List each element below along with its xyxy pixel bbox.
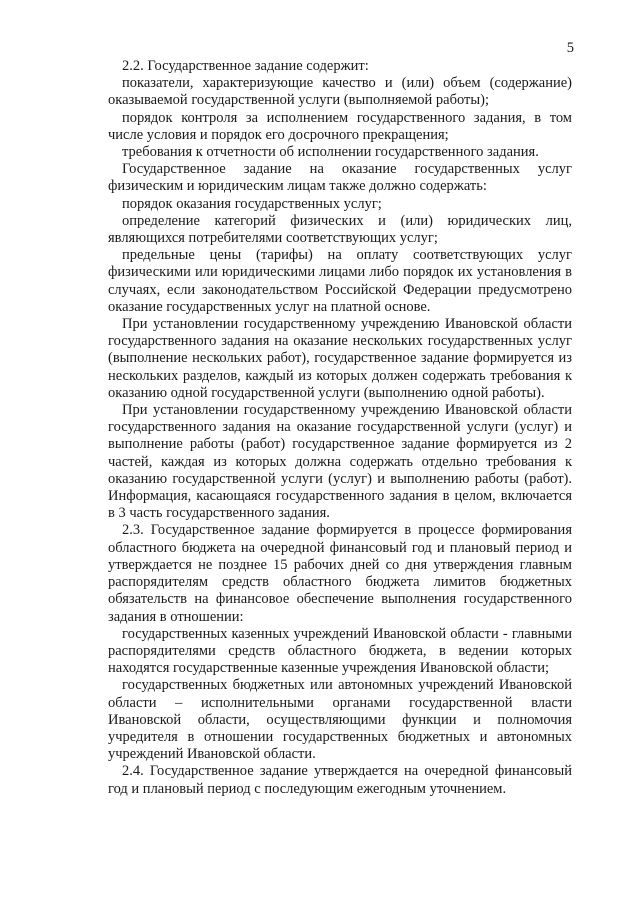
paragraph-budget-autonomous-institutions: государственных бюджетных или автономных учреждений Ивановской области – исполнительными органами государственной власти Ивановской области, осуществляющими функции и полномочия учредителя в отношении государственных бюджетных и автономных учреждений Ивановской области. [108,677,572,763]
paragraph-indicators: показатели, характеризующие качество и (или) объем (содержание) оказываемой государственной услуги (выполняемой работы); [108,75,572,109]
paragraph-2-4-approval: 2.4. Государственное задание утверждается на очередной финансовый год и плановый период с последующим ежегодным уточнением. [108,763,572,797]
page-number: 5 [566,40,574,56]
paragraph-control-procedure: порядок контроля за исполнением государственного задания, в том числе условия и порядок его досрочного прекращения; [108,109,572,143]
paragraph-price-limits: предельные цены (тарифы) на оплату соответствующих услуг физическими или юридическими лицами либо порядок их установления в случаях, если законодательством Российской Федерации предусмотрено оказание государственных услуг на платной основе. [108,247,572,315]
paragraph-2-3-formation: 2.3. Государственное задание формируется в процессе формирования областного бюджета на очередной финансовый год и плановый период и утверждается не позднее 15 рабочих дней со дня утверждения главным распорядителям средств областного бюджета лимитов бюджетных обязательств на финансовое обеспечение выполнения государственного задания в отношении: [108,522,572,625]
paragraph-service-procedure: порядок оказания государственных услуг; [122,195,382,212]
paragraph-2-2-heading: 2.2. Государственное задание содержит: [122,58,369,74]
paragraph-reporting-requirements: требования к отчетности об исполнении государственного задания. [122,144,539,161]
document-body [108,58,572,798]
paragraph-multiple-services: При установлении государственному учреждению Ивановской области государственного задания на оказание нескольких государственных услуг (выполнение нескольких работ), государственное задание формируется из нескольких разделов, каждый из которых должен содержать требования к оказанию одной государственной услуги (выполнению одной работы). [108,316,572,401]
paragraph-state-treasury-institutions: государственных казенных учреждений Ивановской области - главными распорядителями средств областного бюджета, в ведении которых находятся государственные казенные учреждения Ивановской области; [108,625,572,677]
paragraph-services-to-persons: Государственное задание на оказание государственных услуг физическим и юридическим лицам также должно содержать: [108,161,572,195]
paragraph-services-and-works: При установлении государственному учреждению Ивановской области государственного задания на оказание государственной услуги (услуг) и выполнение работы (работ) государственное задание формируется из 2 частей, каждая из которых должна содержать отдельно требования к оказанию государственной услуги (услуг) и выполнению работы (работ). Информация, касающаяся государственного задания в целом, включается в 3 часть государственного задания. [108,402,572,522]
paragraph-consumer-categories: определение категорий физических и (или) юридических лиц, являющихся потребителями соответствующих услуг; [108,212,572,247]
